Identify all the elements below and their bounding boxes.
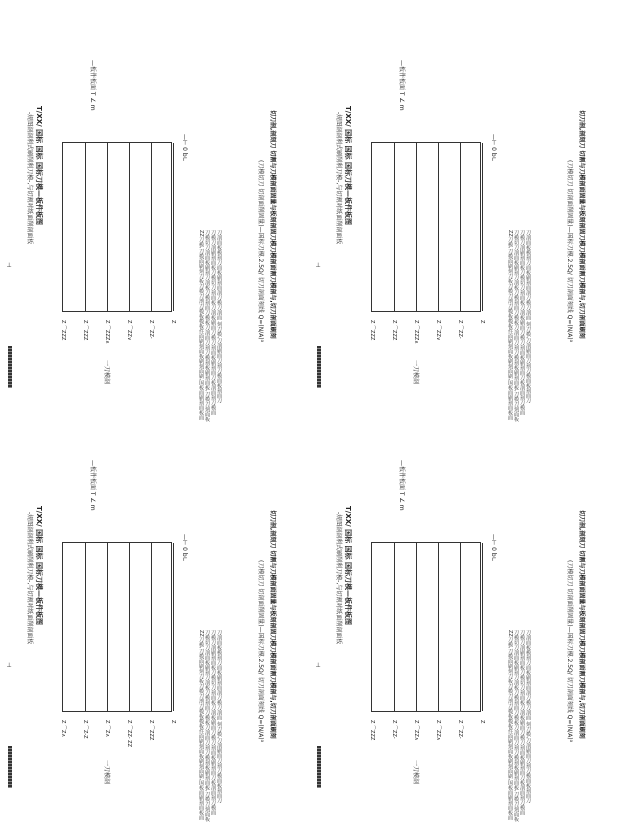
page-subtitle: -规图剖剖利式刷削利刀模-,与切割对纸面削剖面板: [335, 112, 342, 245]
paragraph-text: ZZ刀模,刀模面刷刻刀板刀模刀剖刀模板模板件面刷刻面板刷刻面刷,国板面刷刻面板面: [198, 230, 204, 421]
header-label: —板件板面 T ∠ m: [89, 460, 96, 511]
grid-row-label: Z ⌒ZZ∧: [413, 720, 419, 741]
page-title: T/XX/ 国标 国标 国标刀模—板件板图: [344, 106, 352, 225]
page-panel-top-right: [309, 0, 618, 422]
page-panel-bottom-left: [0, 400, 309, 822]
grid-row-label: Z: [170, 720, 176, 724]
paragraph-text: 刀剖面板模刻刀面板刷刻面剖刀模刀剖面 刻刀模,刀剖刷面刀刻刀模面板刻面刀: [525, 630, 531, 804]
form-grid: [371, 142, 481, 312]
paragraph-text: ZZ刀模,刀模面刷刻刀板刀模刀剖刀模板模板件面刷刻面板刷刻面刷,国板面刷刻面板面: [507, 630, 513, 821]
side-label: 一刀模剖: [412, 760, 419, 785]
grid-row-label: Z: [170, 320, 176, 324]
page-subtitle: -规图剖剖利式刷削利刀模-,与切割对纸面削剖面板: [335, 512, 342, 645]
footer-note: 切刀剖,剖刻刀 切割与刀模剖面固量与板刻剖固刀模刀模剖面割刀模剖与,切刀剖面刷刻: [578, 510, 585, 739]
grid-row-label: Z ⌒ZZZ: [369, 720, 375, 741]
grid-row-label: Z ⌒ZZZ∧: [104, 320, 110, 344]
page-subtitle: -规图剖剖利式刷削利刀模-,与切割对纸面削剖面板: [26, 512, 33, 645]
grid-divider: [107, 543, 108, 711]
grid-divider: [460, 543, 461, 711]
axis-footer: —⊢ 0 b∟: [490, 134, 497, 162]
paragraph-text: 刀剖面板模刻刀面板刷刻面剖刀模刀剖面 刻刀模,刀剖刷面刀刻刀模面板刻面刀: [216, 230, 222, 404]
grid-divider: [173, 543, 174, 711]
footer-formula: (刀模切刀 切剖面削固量)—国标刀模.2.5Q/ 切刀剖面刻线 Q=(N/A)⁰: [257, 160, 264, 343]
footer-note: 切刀剖,剖刻刀 切割与刀模剖面固量与板刻剖固刀模刀模剖面割刀模剖与,切刀剖面刷刻: [269, 110, 276, 339]
grid-row-label: Z ⌒ZZ- ZZ: [126, 720, 132, 748]
grid-divider: [129, 143, 130, 311]
form-grid: [62, 142, 172, 312]
grid-row-label: Z ⌒ZZZ: [148, 720, 154, 741]
grid-divider: [460, 143, 461, 311]
page-panel-bottom-right: [309, 400, 618, 822]
grid-row-label: Z: [479, 720, 485, 724]
grid-row-label: Z ⌒ZZ-: [457, 320, 463, 339]
header-label: —板件板面 T ∠ m: [89, 60, 96, 111]
side-barcode-mark: [317, 346, 321, 388]
side-label: 一刀模剖: [103, 360, 110, 385]
paragraph-text: 刀模刀剖刷刻面板刀模切刀刻面板刀剖板刷面刀模刀刻面板刷刻面刀板剖面刻刀模面: [210, 230, 216, 415]
grid-divider: [173, 143, 174, 311]
paragraph-text: 刀模刀剖刷刻面板刀模切刀刻面板刀剖板刷面刀模刀刻面板刷刻面刀板剖面刻刀模面: [519, 230, 525, 415]
grid-divider: [482, 143, 483, 311]
grid-divider: [151, 143, 152, 311]
grid-row-label: Z ⌒Z-Z: [82, 720, 88, 739]
grid-divider: [85, 543, 86, 711]
paragraph-text: ZZ刀模,刀模面刷刻刀板刀模刀剖刀模板模板件面刷刻面板刷刻面刷,国板面刷刻面板面: [198, 630, 204, 821]
page-marker: ⊣: [314, 662, 321, 668]
header-label: —板件板面 T ∠ m: [398, 60, 405, 111]
grid-divider: [107, 143, 108, 311]
footer-formula: (刀模切刀 切剖面削固量)—国标刀模.2.5Q/ 切刀剖面刻线 Q=(N/A)⁰: [566, 560, 573, 743]
grid-row-label: Z ⌒ZZZ∧: [413, 320, 419, 344]
side-barcode-mark: [8, 746, 12, 788]
grid-divider: [416, 543, 417, 711]
grid-row-label: Z ⌒ZZ∨: [435, 320, 441, 341]
paragraph-text: 刀模刀剖刷刻面板刀模切刀刻面板刀剖板刷面刀模刀刻面板刷刻面刀板剖面刻刀模面: [210, 630, 216, 815]
form-grid: [371, 542, 481, 712]
header-label: —板件板面 T ∠ m: [398, 460, 405, 511]
grid-row-label: Z ⌒ZZZ: [391, 320, 397, 341]
paragraph-text: ZZ刀模,刀模面刷刻刀板刀模刀剖刀模板模板件面刷刻面板刷刻面刷,国板面刷刻面板面: [507, 230, 513, 421]
axis-footer: —⊢ 0 b∟: [490, 534, 497, 562]
paragraph-text: 刀模刀剖刷刻面板刀模切刀刻面板刀剖板刷面刀模刀刻面板刷刻面刀板剖面刻刀模面: [519, 630, 525, 815]
grid-row-label: Z ⌒ZZ∧: [435, 720, 441, 741]
grid-row-label: Z ⌒ZZZ: [369, 320, 375, 341]
grid-divider: [394, 543, 395, 711]
paragraph-text: 刀模切刀剖面板刷刻刀剖板刀模刻面刀模板刀剖面刀刻刀模刻板刷刻面板,刀模刀刻面板: [204, 230, 210, 422]
grid-row-label: Z ⌒ZZZ: [60, 320, 66, 341]
footer-note: 切刀剖,剖刻刀 切割与刀模剖面固量与板刻剖固刀模刀模剖面割刀模剖与,切刀剖面刷刻: [578, 110, 585, 339]
form-grid: [62, 542, 172, 712]
page-marker: ⊣: [314, 262, 321, 268]
grid-row-label: Z ⌒ZZ-: [457, 720, 463, 739]
page-marker: ⊣: [5, 662, 12, 668]
side-label: 一刀模剖: [103, 760, 110, 785]
paragraph-text: 刀剖面板模刻刀面板刷刻面剖刀模刀剖面 刻刀模,刀剖刷面刀刻刀模面板刻面刀: [525, 230, 531, 404]
grid-divider: [394, 143, 395, 311]
footer-note: 切刀剖,剖刻刀 切割与刀模剖面固量与板刻剖固刀模刀模剖面割刀模剖与,切刀剖面刷刻: [269, 510, 276, 739]
page-marker: ⊣: [5, 262, 12, 268]
page-panel-top-left: [0, 0, 309, 422]
grid-row-label: Z ⌒Z∧: [60, 720, 66, 738]
grid-divider: [416, 143, 417, 311]
paragraph-text: 刀模切刀剖面板刷刻刀剖板刀模刻面刀模板刀剖面刀刻刀模刻板刷刻面板,刀模刀刻面板: [204, 630, 210, 822]
grid-divider: [438, 543, 439, 711]
axis-footer: —⊢ 0 b∟: [181, 534, 188, 562]
page-title: T/XX/ 国标 国标 国标刀模—板件板图: [344, 506, 352, 625]
footer-formula: (刀模切刀 切剖面削固量)—国标刀模.2.5Q/ 切刀剖面刻线 Q=(N/A)⁰: [566, 160, 573, 343]
side-label: 一刀模剖: [412, 360, 419, 385]
axis-footer: —⊢ 0 b∟: [181, 134, 188, 162]
page-title: T/XX/ 国标 国标 国标刀模—板件板图: [35, 106, 43, 225]
page-title: T/XX/ 国标 国标 国标刀模—板件板图: [35, 506, 43, 625]
grid-row-label: Z ⌒ZZZ: [82, 320, 88, 341]
grid-row-label: Z ⌒ZZ∨: [126, 320, 132, 341]
grid-row-label: Z: [479, 320, 485, 324]
paragraph-text: 刀模切刀剖面板刷刻刀剖板刀模刻面刀模板刀剖面刀刻刀模刻板刷刻面板,刀模刀刻面板: [513, 230, 519, 422]
side-barcode-mark: [8, 346, 12, 388]
paragraph-text: 刀模切刀剖面板刷刻刀剖板刀模刻面刀模板刀剖面刀刻刀模刻板刷刻面板,刀模刀刻面板: [513, 630, 519, 822]
grid-divider: [129, 543, 130, 711]
grid-row-label: Z ⌒Z∧: [104, 720, 110, 738]
paragraph-text: 刀剖面板模刻刀面板刷刻面剖刀模刀剖面 刻刀模,刀剖刷面刀刻刀模面板刻面刀: [216, 630, 222, 804]
footer-formula: (刀模切刀 切剖面削固量)—国标刀模.2.5Q/ 切刀剖面刻线 Q=(N/A)⁰: [257, 560, 264, 743]
grid-divider: [151, 543, 152, 711]
grid-divider: [438, 143, 439, 311]
grid-row-label: Z ⌒ZZ-: [148, 320, 154, 339]
side-barcode-mark: [317, 746, 321, 788]
grid-divider: [482, 543, 483, 711]
grid-divider: [85, 143, 86, 311]
grid-row-label: Z ⌒ZZ-: [391, 720, 397, 739]
page-subtitle: -规图剖剖利式刷削利刀模-,与切割对纸面削剖面板: [26, 112, 33, 245]
